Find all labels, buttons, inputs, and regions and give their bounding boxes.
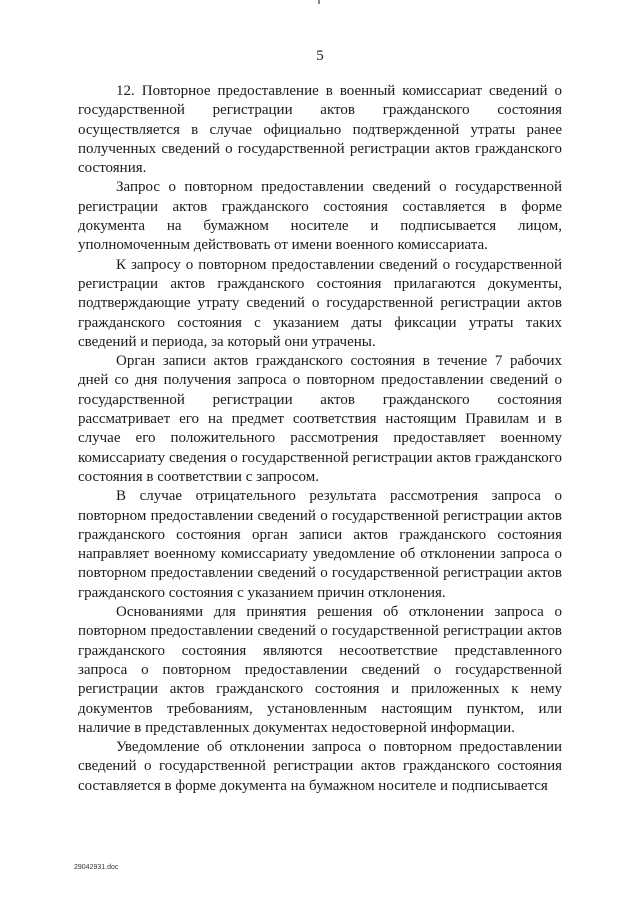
document-body: [78, 82, 562, 796]
page-number: 5: [316, 48, 324, 64]
paragraph-request-form: Запрос о повторном предоставлении сведений о государственной регистрации актов гражданского состояния составляется в форме документа на бумажном носителе и подписывается лицом, уполномоченным действовать от имени военного комиссариата.: [78, 179, 562, 254]
paragraph-attachments: К запросу о повторном предоставлении сведений о государственной регистрации актов гражданского состояния прилагаются документы, подтверждающие утрату сведений о государственной регистрации актов гражданского состояния с указанием даты фиксации утраты таких сведений и периода, за который они утрачены.: [78, 256, 562, 350]
paragraph-12-intro: 12. Повторное предоставление в военный комиссариат сведений о государственной регистрации актов гражданского состояния осуществляется в случае официально подтвержденной утраты ранее полученных сведений о государственной регистрации актов гражданского состояния.: [78, 83, 562, 177]
paragraph-negative-result: В случае отрицательного результата рассмотрения запроса о повторном предоставлении сведений о государственной регистрации актов гражданского состояния орган записи актов гражданского состояния направляет военному комиссариату уведомление об отклонении запроса о повторном предоставлении сведений о государственной регистрации актов гражданского состояния с указанием причин отклонения.: [78, 488, 562, 601]
paragraph-rejection-grounds: Основаниями для принятия решения об отклонении запроса о повторном предоставлении сведений о государственной регистрации актов гражданского состояния являются несоответствие представленного запроса о повторном предоставлении сведений о государственной регистрации актов гражданского состояния и приложенных к нему документов требованиям, установленным настоящим пунктом, или наличие в представленных документах недостоверной информации.: [78, 604, 562, 736]
document-file-id: 29042931.doc: [74, 864, 119, 871]
paragraph-review-period: Орган записи актов гражданского состояния в течение 7 рабочих дней со дня получения запроса о повторном предоставлении сведений о государственной регистрации актов гражданского состояния рассматривает его на предмет соответствия настоящим Правилам и в случае его положительного рассмотрения предоставляет военному комиссариату сведения о государственной регистрации актов гражданского состояния в соответствии с запросом.: [78, 353, 562, 485]
scan-edge-mark: [318, 0, 320, 4]
paragraph-rejection-notice: Уведомление об отклонении запроса о повторном предоставлении сведений о государственной регистрации актов гражданского состояния составляется в форме документа на бумажном носителе и подписывается: [78, 739, 562, 794]
